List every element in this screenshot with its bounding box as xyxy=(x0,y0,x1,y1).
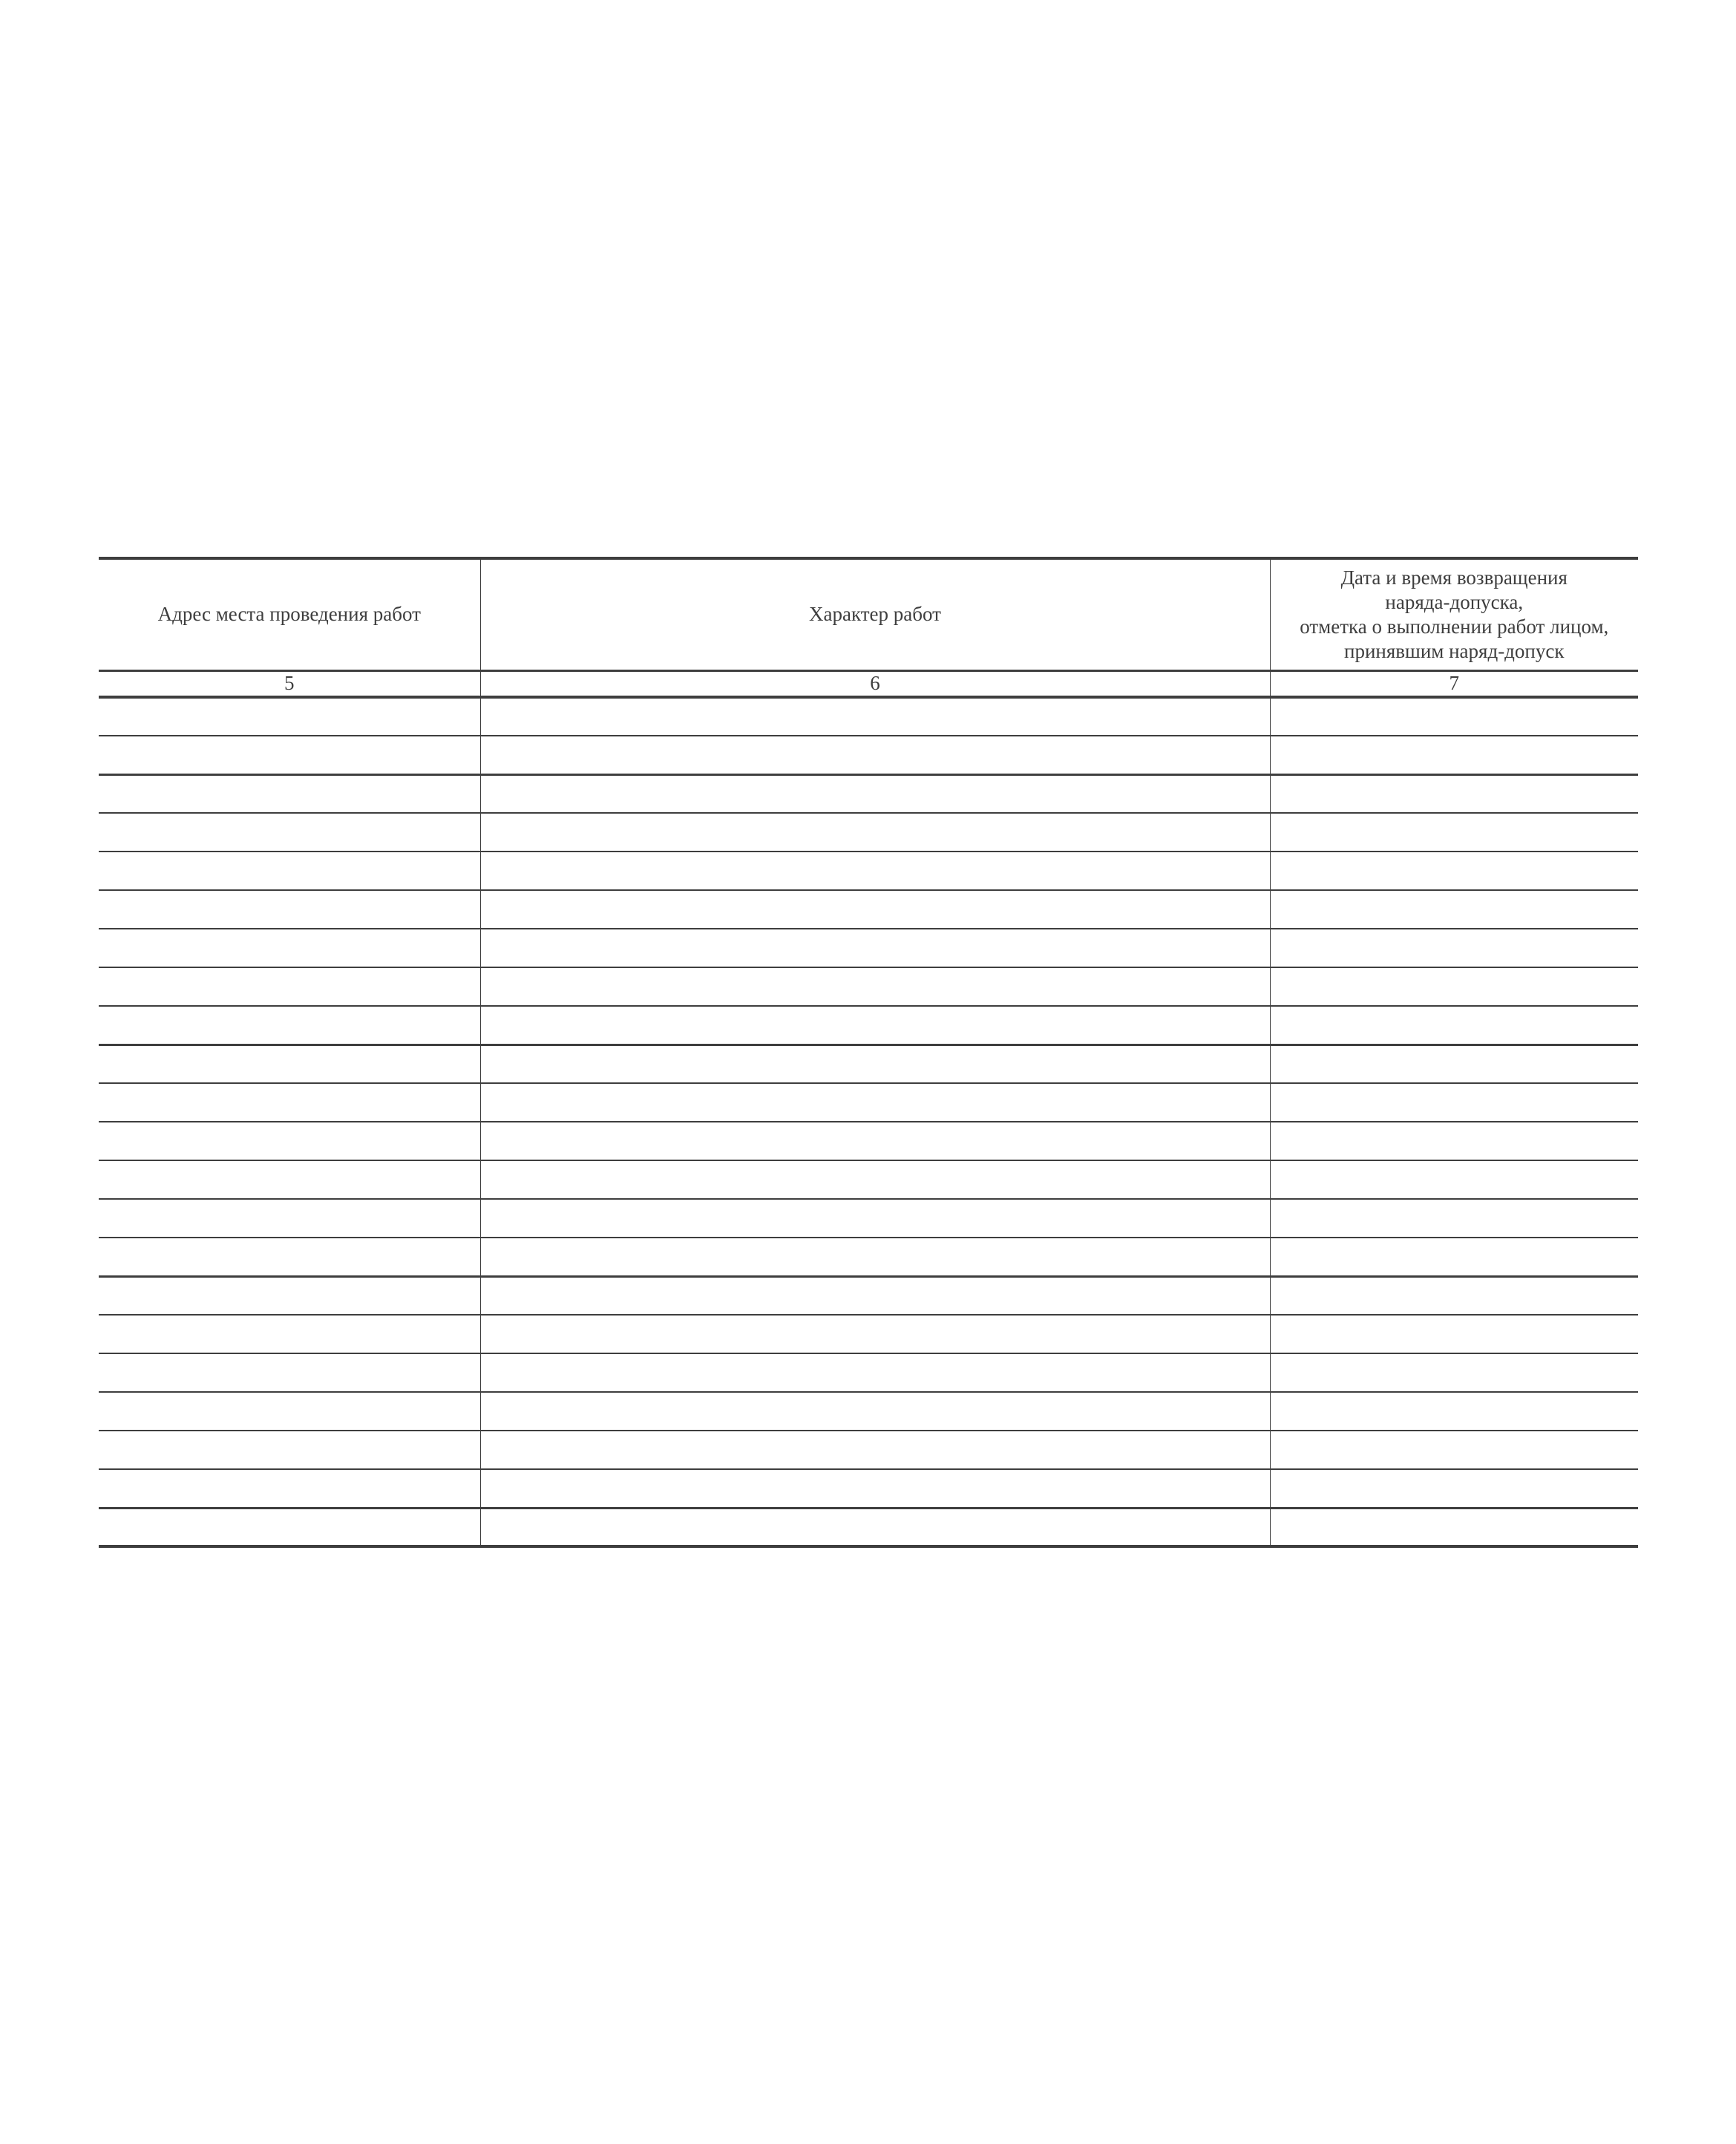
table-row xyxy=(99,1160,1638,1199)
empty-cell-permit-return xyxy=(1270,1469,1638,1508)
empty-cell-permit-return xyxy=(1270,774,1638,813)
table-row xyxy=(99,697,1638,736)
table-row xyxy=(99,1469,1638,1508)
table-row xyxy=(99,774,1638,813)
empty-cell-address xyxy=(99,929,480,967)
header-text-line: Адрес места проведения работ xyxy=(157,603,421,626)
table-row xyxy=(99,1122,1638,1160)
table-row xyxy=(99,813,1638,852)
header-row xyxy=(99,558,1638,670)
header-cell-permit-return xyxy=(1270,558,1638,670)
column-number-permit-return: 7 xyxy=(1270,670,1638,697)
empty-cell-address xyxy=(99,1392,480,1431)
table-row xyxy=(99,736,1638,774)
empty-cell-permit-return xyxy=(1270,1392,1638,1431)
empty-cell-permit-return xyxy=(1270,929,1638,967)
table-row xyxy=(99,1431,1638,1469)
empty-cell-address xyxy=(99,697,480,736)
empty-cell-address xyxy=(99,1431,480,1469)
empty-cell-work-nature xyxy=(480,697,1270,736)
empty-cell-permit-return xyxy=(1270,1238,1638,1276)
empty-cell-work-nature xyxy=(480,1122,1270,1160)
empty-cell-address xyxy=(99,1315,480,1353)
table-row xyxy=(99,1238,1638,1276)
empty-cell-address xyxy=(99,1469,480,1508)
empty-cell-work-nature xyxy=(480,774,1270,813)
header-text-line: наряда-допуска, xyxy=(1385,590,1524,613)
empty-cell-work-nature xyxy=(480,1045,1270,1083)
column-number-row xyxy=(99,670,1638,697)
header-text-line: принявшим наряд-допуск xyxy=(1344,639,1565,662)
empty-cell-permit-return xyxy=(1270,890,1638,929)
table-row xyxy=(99,1353,1638,1392)
empty-cell-permit-return xyxy=(1270,1006,1638,1045)
table-row xyxy=(99,890,1638,929)
table-header xyxy=(99,558,1638,697)
empty-cell-work-nature xyxy=(480,852,1270,890)
empty-cell-work-nature xyxy=(480,890,1270,929)
empty-cell-work-nature xyxy=(480,1276,1270,1315)
empty-cell-permit-return xyxy=(1270,813,1638,852)
table-row xyxy=(99,852,1638,890)
column-number-work-nature: 6 xyxy=(480,670,1270,697)
table-row xyxy=(99,1199,1638,1238)
empty-cell-permit-return xyxy=(1270,1045,1638,1083)
header-text-line: Дата и время возвращения xyxy=(1340,566,1568,589)
empty-cell-permit-return xyxy=(1270,1353,1638,1392)
table-row xyxy=(99,1045,1638,1083)
empty-cell-address xyxy=(99,1508,480,1546)
header-text-line: Характер работ xyxy=(809,603,941,626)
table-body xyxy=(99,697,1638,1546)
empty-cell-permit-return xyxy=(1270,1160,1638,1199)
empty-cell-address xyxy=(99,1199,480,1238)
empty-cell-work-nature xyxy=(480,1508,1270,1546)
empty-cell-address xyxy=(99,1122,480,1160)
empty-cell-permit-return xyxy=(1270,852,1638,890)
empty-cell-work-nature xyxy=(480,1083,1270,1122)
empty-cell-permit-return xyxy=(1270,967,1638,1006)
empty-cell-permit-return xyxy=(1270,736,1638,774)
empty-cell-address xyxy=(99,736,480,774)
empty-cell-address xyxy=(99,1238,480,1276)
empty-cell-permit-return xyxy=(1270,1083,1638,1122)
empty-cell-work-nature xyxy=(480,1353,1270,1392)
table-row xyxy=(99,967,1638,1006)
empty-cell-work-nature xyxy=(480,1006,1270,1045)
empty-cell-work-nature xyxy=(480,1315,1270,1353)
header-cell-work-nature xyxy=(480,558,1270,670)
empty-cell-work-nature xyxy=(480,1469,1270,1508)
empty-cell-permit-return xyxy=(1270,1315,1638,1353)
empty-cell-permit-return xyxy=(1270,1431,1638,1469)
empty-cell-address xyxy=(99,1353,480,1392)
empty-cell-address xyxy=(99,967,480,1006)
table-row xyxy=(99,1276,1638,1315)
empty-cell-work-nature xyxy=(480,1392,1270,1431)
empty-cell-permit-return xyxy=(1270,1199,1638,1238)
empty-cell-address xyxy=(99,1276,480,1315)
empty-cell-work-nature xyxy=(480,813,1270,852)
empty-cell-work-nature xyxy=(480,929,1270,967)
empty-cell-permit-return xyxy=(1270,697,1638,736)
empty-cell-work-nature xyxy=(480,1160,1270,1199)
empty-cell-address xyxy=(99,1045,480,1083)
empty-cell-address xyxy=(99,1006,480,1045)
empty-cell-permit-return xyxy=(1270,1122,1638,1160)
empty-cell-work-nature xyxy=(480,1431,1270,1469)
empty-cell-address xyxy=(99,813,480,852)
column-number-address: 5 xyxy=(99,670,480,697)
table-row xyxy=(99,1083,1638,1122)
empty-cell-permit-return xyxy=(1270,1508,1638,1546)
header-cell-address xyxy=(99,558,480,670)
table-row xyxy=(99,1315,1638,1353)
empty-cell-work-nature xyxy=(480,1199,1270,1238)
header-text-line: отметка о выполнении работ лицом, xyxy=(1300,615,1609,638)
empty-cell-permit-return xyxy=(1270,1276,1638,1315)
empty-cell-address xyxy=(99,890,480,929)
empty-cell-work-nature xyxy=(480,967,1270,1006)
empty-cell-address xyxy=(99,852,480,890)
table-row xyxy=(99,1392,1638,1431)
table-row xyxy=(99,1508,1638,1546)
empty-cell-address xyxy=(99,1083,480,1122)
empty-cell-work-nature xyxy=(480,1238,1270,1276)
empty-cell-address xyxy=(99,774,480,813)
table-row xyxy=(99,1006,1638,1045)
work-permit-journal-table xyxy=(99,557,1638,1548)
table-row xyxy=(99,929,1638,967)
empty-cell-address xyxy=(99,1160,480,1199)
empty-cell-work-nature xyxy=(480,736,1270,774)
